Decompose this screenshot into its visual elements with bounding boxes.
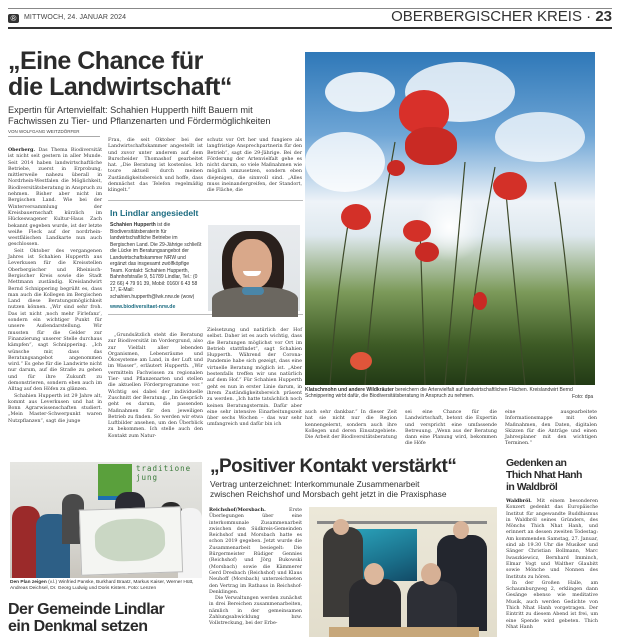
page-number: 23 [595,8,612,25]
stem [365,142,395,385]
kontakt-subtitle-line2: zwischen Reichshof und Morsbach geht jetzt in die Praxisphase [210,489,447,499]
main-headline-line1: „Eine Chance für [8,47,203,75]
waldbroel-headline [506,457,582,493]
infobox-body: ist die Biodiversitätsberaterin für landwirtschaftliche Betriebe im Bergischen Land. Die 29-Jährige schließt die Lücke im Beratungsangebot der Landwirtschaftskammer NRW und ergänzt das insgesamt zwölfköpfige Team. Kontakt: Schahien Hupperth, Bahnhofstraße 9, 51789 Lindlar, Tel.: (0 22 66) 4 79 91 39, Mobil: 0160/ 6 43 58 17, E-Mail: schahien.hupperth@lwk.nrw.de (wow) [110,222,202,300]
poppy-flower [415,242,439,262]
infobox-link[interactable]: www.biodiversitaet-nrw.de [110,304,176,310]
waldbroel-headline-line1: Gedenken an [506,457,567,469]
lindlar-group-photo [10,462,202,578]
dateline: Oberberg. [8,147,36,153]
main-column-3-top: schutz vor Ort her und fungiere als langfristige Ansprechpartnerin für den Betrieb“, sagt die 29-Jährige. Bei der Förderung der Artenvielfalt gehe es nicht darum, so viele Maßnahmen wie möglich umzusetzen, sondern eben diejenigen, die sinnvoll sind. „Alles muss ineinandergreifen, der Standort, die Fläche, die [207,138,302,194]
stem [445,162,465,385]
section-title [391,8,612,25]
main-subtitle [8,105,271,126]
stem [465,167,495,385]
dateline: Reichshof/Morsbach. [209,507,266,513]
portrait-collar [242,287,264,295]
main-column-6: eine ausgearbeitete Informationsmappe mit den Maßnahmen, den Daten, digitalen Skizzen für die Anträge und einen Jahresplaner mit den wichtigen Terminen.“ [505,410,597,447]
poppy-flower [403,220,431,242]
waldbroel-column [506,498,598,637]
infobox-top-rule [108,200,303,201]
person [364,563,384,585]
kontakt-headline: „Positiver Kontakt verstärkt“ [210,456,457,477]
newspaper-logo-icon: ® [8,14,19,23]
poppy-flower [341,204,371,230]
portrait-face [232,239,272,289]
main-subtitle-line1: Expertin für Artenvielfalt: Schahien Hupperth hilft Bauern mit [8,105,253,115]
lindlar-photo-caption [10,580,204,592]
byline: VON WOLFGANG WEITZDÖRFER [8,129,80,134]
paragraph: Mit einem besonderen Konzert gedenkt das Europäische Institut für angewandte Buddhismus in Waldbröl seines Gründers, des Mönchs Thich Nhat Hanh, und erinnert an dessen zweiten Todestag: Am kommenden Samstag, 27. Januar, sind ab 19.30 Uhr die Musiker und Sänger Christian Bollmann, Marc Iwaszkiewicz, Bernhard Imminch, Elmar Vogt und Walther Glaubitt sowie Mönche und Nonnen des Instituts zu hören. [506,499,598,580]
dateline: Waldbröl. [506,498,532,504]
poppy-photo [305,52,595,385]
main-column-3-bottom: Zielsetzung und natürlich der Hof selbst. Daher ist es auch wichtig, dass die Beratungen möglichst vor Ort im Betrieb stattfindet“, sagt Schahien Hupperth. Während der Corona-Pandemie habe sich gezeigt, dass eine virtuelle Beratung möglich ist. „Aber bestenfalls treffen wir uns natürlich auf dem Hof.“ Für Schahien Hupperth geht es nun in erster Linie darum, in ihrem Zuständigkeitsbereich präsent zu werden. „Ich hatte tatsächlich noch keinen Beratungstermin. Dafür aber eine sehr intensive Einarbeitungszeit über sechs Wochen – das war sehr umfangreich und dafür bin ich [207,328,302,428]
kontakt-subtitle-line1: Vertrag unterzeichnet: Interkommunale Zusammenarbeit [210,479,420,489]
caption-lead: Den Plan zeigen [10,580,47,585]
stem [555,182,575,385]
poppy-photo-credit: Foto: dpa [572,394,594,400]
stem [330,212,350,385]
infobox-text [110,222,203,304]
section-separator: · [586,8,592,25]
sign-text-line1: traditione [136,464,192,473]
main-headline [8,48,232,100]
issue-date: MITTWOCH, 24. JANUAR 2024 [24,14,127,21]
person [333,519,349,535]
stem [505,182,525,385]
header-bottom-rule [8,27,612,29]
poppy-photo-caption [305,387,595,400]
caption-lead: Klatschmohn und andere Wildkräuter [305,387,394,393]
lindlar-headline-line1: Der Gemeinde Lindlar [8,601,165,618]
kontakt-column [209,507,302,637]
waldbroel-headline-line3: in Waldbröl [506,481,558,493]
poppy-flower [405,127,457,165]
main-column-4: auch sehr dankbar.“ In dieser Zeit hat sie nicht nur die Region kennengelernt, sondern auch ihre Kollegen und deren Einsatzgebiete. Die Arbeit der Biodiversitätsberatung [305,410,397,441]
map-area [94,518,165,562]
byline-rule [8,136,100,137]
lindlar-headline-line2: ein Denkmal setzen [8,618,148,635]
kontakt-subtitle [210,479,447,499]
paragraph: Erste Überlegungen über eine interkommunale Zusammenarbeit zwischen den Südkreis-Gemeinden Reichshof und Morsbach hatte es schon 2019 gegeben. Jetzt wurde die Zusammenarbeit besiegelt: Die Bürgermeister Rüdiger Gennies (Reichshof) und Jörg Bukowski (Morsbach) sowie die Kämmerer Gerd Dresbach (Reichshof) und Klaus Neuhoff (Morsbach) unterzeichneten den Vertrag im Rathaus in Reichshof-Denklingen. [209,508,302,595]
map-poster [79,506,183,576]
sign-text-line2: jung [136,473,159,482]
caption-credit: Foto: Lenzen [128,586,157,591]
main-column-2-bottom: „Grundsätzlich steht die Beratung zur Biodiversität im Vordergrund, also zur Vielfalt aller lebenden Organismen, Lebensräume und Ökosysteme am Land, in der Luft und im Wasser“, erläutert Hupperth. „Wir vermitteln Fachwissen zu regionalen Tier- und Pflanzenarten und stellen die aktuellen Förderprogramme vor.“ Wichtig sei dabei der individuelle Zuschnitt der Beratung. „Im Gespräch geht es darum, die passenden Maßnahmen für den jeweiligen Betrieb zu finden. So werden wir etwa Luftbilder ansehen, um den Überblick zu bekommen. Ich stelle auch den Kontakt zum Natur- [108,333,203,439]
portrait-photo [208,225,300,311]
caption-text: bereichern die Artenvielfalt auf landwirtschaftlichen Flächen. Kreislandwirt Bernd Schnippering wirbt dafür, die Biodiversitätsberatung in Anspruch zu nehmen. [305,387,573,400]
poppy-flower [350,352,372,370]
signing-table [329,627,479,637]
paragraph: In der Großen Halle, am Schaumburgweg 2, erklingen dann Gesänge ebenso wie meditative Musik, auch werden Gedichte von Thich Nhat Hanh vorgetragen. Der Eintritt zu diesem Abend ist frei, um eine Spende wird gebeten. Thich Nhat Hanh [506,580,598,630]
section-name: OBERBERGISCHER KREIS [391,8,582,25]
main-column-2-top: Frau, die seit Oktober bei der Landwirtschaftskammer angestellt ist und zuvor unter anderem auf dem Burscheider Thomashof gearbeitet hat. „Die Beratung ist kostenlos. Ich toure aktuell durch meinen Zuständigkeitsbereich und hoffe, dass demnächst das Telefon regelmäßig klingelt.“ [108,138,203,194]
poppy-flower [387,160,405,176]
paragraph: Das Thema Biodiversität ist nicht seit gestern in aller Munde. Seit 2014 haben landwirtschaftliche Betriebe, zuerst in Erprobung, mittlerweile nahezu überall in Nordrhein-Westfalen die Möglichkeit, Biodiversitätsberatung in Anspruch zu nehmen. Bisher aber nicht im Bergischen Land. Wie bei der Winterversammlung der Kreisbauernschaft kürzlich im Hückeswagener Kultur-Haus Zach bekannt gegeben wurde, ist der letzte weiße Fleck auf der nordrhein-westfälischen Landkarte nun auch geschlossen. [8,148,102,248]
poppy-flower [473,292,487,310]
kontakt-signing-photo [309,507,497,637]
paragraph: Seit Oktober des vergangenen Jahres ist Schahien Hupperth aus Leverkusen für die Kreisstellen Oberbergischer und Rheinisch-Bergischer Kreis sowie die Stadt Mettmann zuständig. Kreislandwirt Bernd Schnippering begrüßt es, dass man auch die Kollegen im Bergischen Land diese Beratungsmöglichkeit nutzen können. „Wir sind sehr froh. Das ist nicht ‚noch mehr Firlefanz‘, sondern ein wichtiger Punkt für unsere Außendarstellung. Wir mussten für die Gelder zur Finanzierung unserer Stelle durchaus kämpfen“, sagt Schnippering. „Ich wünsche mir, dass das Beratungsangebot angenommen wird.“ Es gehe für die Landwirte nicht nur darum, auf die Straße zu gehen und für ihre Zukunft zu demonstrieren, sondern eben auch im Alltag auf den Höfen zu glänzen. [8,248,102,393]
person [453,521,469,539]
waldbroel-headline-line2: Thich Nhat Hanh [506,469,582,481]
main-headline-line2: die Landwirtschaft“ [8,73,232,101]
paragraph: Schahien Hupperth ist 29 Jahre alt, kommt aus Leverkusen und hat in Bonn Agrarwissenschaften studiert. „Mein Master-Schwerpunkt waren Nutzpflanzen“, sagt die junge [8,393,102,424]
main-column-5: sei eine Chance für die Landwirtschaft, betont die Expertin und verspricht eine umfassende Betreuung. „Wenn aus der Beratung dann eine Planung wird, bekommen die Höfe [405,410,497,447]
main-subtitle-line2: Fachwissen zu Tier- und Pflanzenarten und Fördermöglichkeiten [8,115,271,126]
caption-text: (v.l.) Winfried Panske, Burkhard Braatz, Markus Kaiser, Werner Hütt, Andreas Deichsel, Dr. Georg Ludwig und Doris Kisters. [10,580,194,591]
infobox-title: In Lindlar angesiedelt [110,208,199,218]
person [421,563,441,585]
poppy-flower [493,172,527,200]
sign-text [136,464,191,482]
portrait-smile [243,271,261,276]
infobox-name: Schahien Hupperth [110,222,156,228]
main-column-1 [8,147,102,452]
lindlar-headline [8,601,164,635]
paragraph: Die Verwaltungen werden zunächst in drei Bereichen zusammenarbeiten, nämlich in der gemeinsamen Zahlungsabwicklung bzw. Vollstreckung, bei der Erbe- [209,596,302,627]
